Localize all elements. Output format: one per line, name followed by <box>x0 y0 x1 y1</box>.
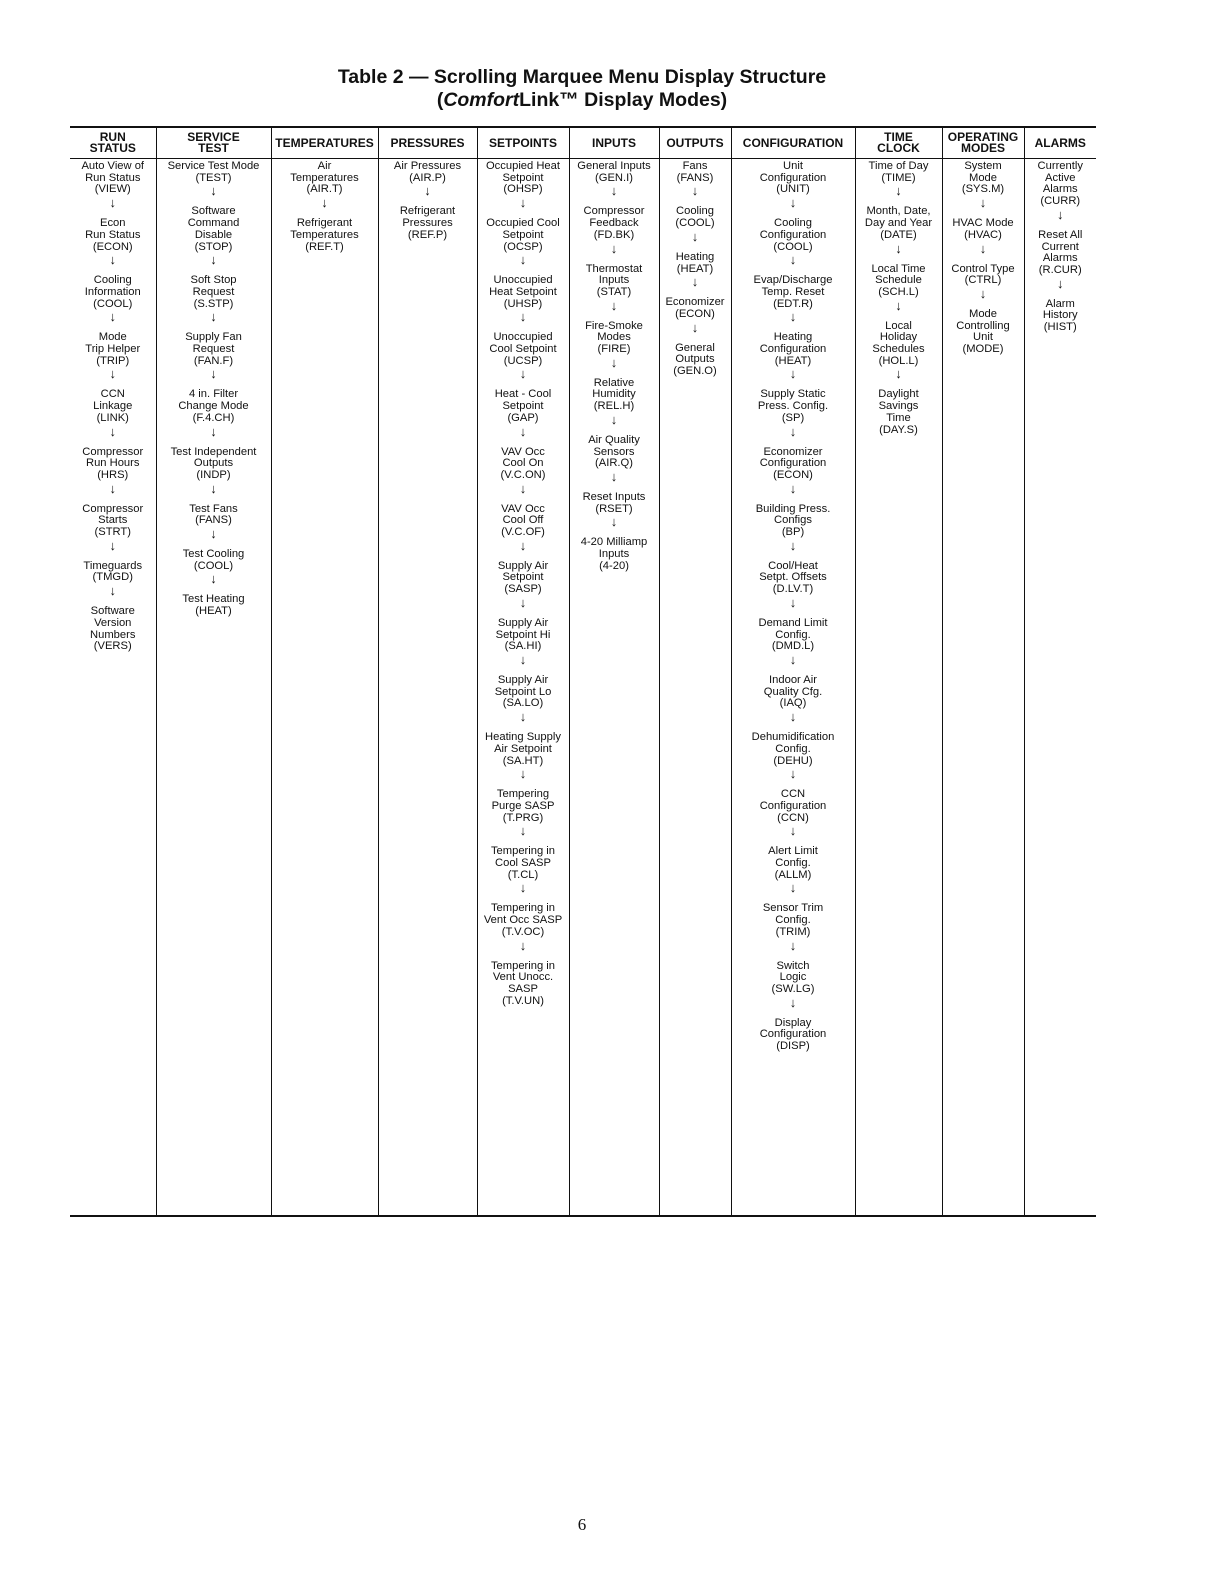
menu-item: Sensor Trim Config. (TRIM) <box>762 902 824 938</box>
down-arrow-icon: ↓ <box>979 195 987 211</box>
down-arrow-icon: ↓ <box>210 309 217 325</box>
down-arrow-icon: ↓ <box>789 366 797 382</box>
down-arrow-icon: ↓ <box>519 823 527 839</box>
menu-item: Cool/Heat Setpt. Offsets (D.LV.T) <box>759 559 827 596</box>
down-arrow-icon: ↓ <box>610 297 618 313</box>
column-header: TEMPERATURES <box>271 127 378 159</box>
column-cell <box>1024 159 1096 1217</box>
menu-item: Heat - Cool Setpoint (GAP) <box>494 388 552 424</box>
menu-item: System Mode (SYS.M) <box>961 160 1005 196</box>
down-arrow-icon: ↓ <box>109 480 116 496</box>
body-row <box>70 159 1096 1217</box>
down-arrow-icon: ↓ <box>109 537 116 553</box>
column-cell <box>156 159 271 1217</box>
menu-item: Heating Configuration (HEAT) <box>759 331 827 367</box>
down-arrow-icon: ↓ <box>210 366 217 382</box>
menu-item: VAV Occ Cool On (V.C.ON) <box>500 445 546 481</box>
menu-item: Auto View of Run Status (VIEW) <box>81 160 145 196</box>
menu-item: Daylight Savings Time (DAY.S) <box>878 388 919 436</box>
down-arrow-icon: ↓ <box>789 594 797 610</box>
down-arrow-icon: ↓ <box>789 937 797 953</box>
menu-item: Mode Trip Helper (TRIP) <box>85 331 141 367</box>
down-arrow-icon: ↓ <box>321 195 328 211</box>
down-arrow-icon: ↓ <box>610 183 618 199</box>
menu-item: HVAC Mode (HVAC) <box>952 217 1014 241</box>
menu-item: Local Holiday Schedules (HOL.L) <box>872 319 925 367</box>
menu-item: Fire-Smoke Modes (FIRE) <box>585 319 643 356</box>
menu-item: Thermostat Inputs (STAT) <box>585 262 643 298</box>
down-arrow-icon: ↓ <box>519 766 527 782</box>
menu-item: CCN Configuration (CCN) <box>759 788 827 824</box>
menu-item: Supply Air Setpoint Hi (SA.HI) <box>495 616 551 653</box>
down-arrow-icon: ↓ <box>691 319 699 335</box>
down-arrow-icon: ↓ <box>109 309 116 325</box>
down-arrow-icon: ↓ <box>109 195 116 211</box>
down-arrow-icon: ↓ <box>691 228 699 244</box>
down-arrow-icon: ↓ <box>519 252 527 268</box>
menu-item: Refrigerant Temperatures (REF.T) <box>290 217 359 253</box>
menu-item: Test Independent Outputs (INDP) <box>170 445 257 481</box>
down-arrow-icon: ↓ <box>610 240 618 256</box>
column-cell <box>569 159 659 1217</box>
menu-item: CCN Linkage (LINK) <box>93 388 133 424</box>
title-line-2: (ComfortLink™ Display Modes) <box>436 89 728 111</box>
column-header: TIME CLOCK <box>855 127 942 159</box>
menu-structure-table <box>70 126 1096 1217</box>
down-arrow-icon: ↓ <box>109 366 116 382</box>
menu-item: Indoor Air Quality Cfg. (IAQ) <box>763 673 823 710</box>
menu-item: Reset All Current Alarms (R.CUR) <box>1038 228 1083 276</box>
down-arrow-icon: ↓ <box>519 709 527 725</box>
down-arrow-icon: ↓ <box>610 354 618 370</box>
menu-item: Compressor Feedback (FD.BK) <box>583 205 645 241</box>
down-arrow-icon: ↓ <box>1057 275 1064 291</box>
menu-item: Display Configuration (DISP) <box>759 1016 827 1053</box>
down-arrow-icon: ↓ <box>895 240 902 256</box>
column-cell <box>271 159 378 1217</box>
down-arrow-icon: ↓ <box>519 309 527 325</box>
column-header: CONFIGURATION <box>731 127 855 159</box>
column-cell <box>659 159 731 1217</box>
menu-item: Alert Limit Config. (ALLM) <box>768 845 818 881</box>
menu-item: Econ Run Status (ECON) <box>85 217 141 253</box>
menu-item: Air Quality Sensors (AIR.Q) <box>588 433 640 470</box>
column-cell <box>70 159 156 1217</box>
menu-item: Unit Configuration (UNIT) <box>759 160 827 196</box>
down-arrow-icon: ↓ <box>691 274 699 290</box>
down-arrow-icon: ↓ <box>519 195 527 211</box>
down-arrow-icon: ↓ <box>519 937 527 953</box>
down-arrow-icon: ↓ <box>789 994 797 1010</box>
menu-item: Service Test Mode (TEST) <box>167 160 260 184</box>
menu-item: Unoccupied Cool Setpoint (UCSP) <box>489 331 557 367</box>
menu-item: Unoccupied Heat Setpoint (UHSP) <box>489 274 557 310</box>
menu-item: Air Pressures (AIR.P) <box>393 160 462 184</box>
down-arrow-icon: ↓ <box>109 583 116 599</box>
down-arrow-icon: ↓ <box>210 526 217 542</box>
menu-item: Alarm History (HIST) <box>1042 297 1078 334</box>
menu-item: Compressor Run Hours (HRS) <box>82 445 144 481</box>
down-arrow-icon: ↓ <box>789 252 797 268</box>
down-arrow-icon: ↓ <box>789 766 797 782</box>
menu-item: Economizer Configuration (ECON) <box>759 445 827 481</box>
menu-item: Dehumidification Config. (DEHU) <box>751 731 835 767</box>
menu-item: Supply Air Setpoint Lo (SA.LO) <box>494 673 552 710</box>
column-header: RUN STATUS <box>70 127 156 159</box>
menu-item: General Inputs (GEN.I) <box>577 160 651 184</box>
down-arrow-icon: ↓ <box>789 709 797 725</box>
down-arrow-icon: ↓ <box>519 594 527 610</box>
down-arrow-icon: ↓ <box>789 480 797 496</box>
menu-item: Mode Controlling Unit (MODE) <box>956 307 1010 356</box>
menu-item: Relative Humidity (REL.H) <box>592 376 636 413</box>
menu-item: Time of Day (TIME) <box>868 160 929 184</box>
menu-item: Timeguards (TMGD) <box>83 559 143 584</box>
menu-item: 4 in. Filter Change Mode (F.4.CH) <box>178 388 249 424</box>
menu-item: Compressor Starts (STRT) <box>82 502 144 539</box>
menu-item: 4-20 Milliamp Inputs (4-20) <box>580 536 648 572</box>
down-arrow-icon: ↓ <box>210 183 217 199</box>
column-header: ALARMS <box>1024 127 1096 159</box>
down-arrow-icon: ↓ <box>210 480 217 496</box>
column-cell <box>855 159 942 1217</box>
down-arrow-icon: ↓ <box>789 823 797 839</box>
menu-item: Demand Limit Config. (DMD.L) <box>758 616 828 653</box>
down-arrow-icon: ↓ <box>109 252 116 268</box>
menu-item: Supply Fan Request (FAN.F) <box>185 331 242 367</box>
table-title <box>0 66 1164 112</box>
column-header: SETPOINTS <box>477 127 569 159</box>
menu-item: Economizer (ECON) <box>665 296 725 320</box>
menu-item: Tempering in Vent Occ SASP (T.V.OC) <box>483 902 563 938</box>
menu-item: Tempering in Vent Unocc. SASP (T.V.UN) <box>490 959 556 1007</box>
menu-item: General Outputs (GEN.O) <box>673 341 717 378</box>
header-row <box>70 127 1096 159</box>
menu-item: Test Fans (FANS) <box>189 502 238 527</box>
down-arrow-icon: ↓ <box>519 366 527 382</box>
down-arrow-icon: ↓ <box>519 651 527 667</box>
down-arrow-icon: ↓ <box>519 480 527 496</box>
menu-item: Month, Date, Day and Year (DATE) <box>864 205 933 241</box>
down-arrow-icon: ↓ <box>610 514 618 530</box>
down-arrow-icon: ↓ <box>895 366 902 382</box>
menu-item: Local Time Schedule (SCH.L) <box>871 262 926 298</box>
menu-item: Tempering in Cool SASP (T.CL) <box>490 845 556 881</box>
column-cell <box>942 159 1024 1217</box>
menu-item: Heating Supply Air Setpoint (SA.HT) <box>485 731 561 767</box>
down-arrow-icon: ↓ <box>610 411 618 427</box>
down-arrow-icon: ↓ <box>610 468 618 484</box>
down-arrow-icon: ↓ <box>210 252 217 268</box>
down-arrow-icon: ↓ <box>210 571 217 587</box>
menu-item: Control Type (CTRL) <box>951 262 1015 287</box>
down-arrow-icon: ↓ <box>1057 206 1064 222</box>
down-arrow-icon: ↓ <box>895 183 902 199</box>
title-line-1: Table 2 — Scrolling Marquee Menu Display Structure <box>337 66 827 88</box>
column-header: INPUTS <box>569 127 659 159</box>
menu-item: Occupied Cool Setpoint (OCSP) <box>486 217 560 253</box>
column-header: OUTPUTS <box>659 127 731 159</box>
down-arrow-icon: ↓ <box>895 297 902 313</box>
down-arrow-icon: ↓ <box>979 240 987 256</box>
column-cell <box>731 159 855 1217</box>
down-arrow-icon: ↓ <box>789 880 797 896</box>
menu-item: Test Cooling (COOL) <box>182 548 245 572</box>
menu-item: Building Press. Configs (BP) <box>755 502 831 539</box>
down-arrow-icon: ↓ <box>789 309 797 325</box>
down-arrow-icon: ↓ <box>210 423 217 439</box>
column-cell <box>378 159 477 1217</box>
menu-item: Fans (FANS) <box>676 160 714 184</box>
down-arrow-icon: ↓ <box>109 423 116 439</box>
menu-item: Cooling (COOL) <box>675 205 715 230</box>
menu-item: Currently Active Alarms (CURR) <box>1037 160 1083 208</box>
menu-item: Tempering Purge SASP (T.PRG) <box>491 788 555 824</box>
menu-item: Soft Stop Request (S.STP) <box>190 274 237 310</box>
down-arrow-icon: ↓ <box>519 880 527 896</box>
down-arrow-icon: ↓ <box>424 183 431 199</box>
menu-item: Heating (HEAT) <box>675 250 715 275</box>
down-arrow-icon: ↓ <box>519 537 527 553</box>
menu-item: Air Temperatures (AIR.T) <box>290 160 359 196</box>
page-number: 6 <box>577 1515 587 1534</box>
down-arrow-icon: ↓ <box>979 285 987 301</box>
menu-item: Cooling Configuration (COOL) <box>759 217 827 253</box>
column-cell <box>477 159 569 1217</box>
menu-item: Switch Logic (SW.LG) <box>771 959 815 995</box>
menu-item: Refrigerant Pressures (REF.P) <box>399 205 456 241</box>
menu-item: Test Heating (HEAT) <box>182 593 245 618</box>
menu-item: Supply Air Setpoint (SASP) <box>497 559 549 596</box>
column-header: OPERATING MODES <box>942 127 1024 159</box>
down-arrow-icon: ↓ <box>519 423 527 439</box>
down-arrow-icon: ↓ <box>789 423 797 439</box>
down-arrow-icon: ↓ <box>691 183 699 199</box>
down-arrow-icon: ↓ <box>789 195 797 211</box>
menu-item: Software Command Disable (STOP) <box>187 205 240 253</box>
menu-item: Supply Static Press. Config. (SP) <box>757 388 829 424</box>
menu-item: VAV Occ Cool Off (V.C.OF) <box>501 502 545 539</box>
column-header: PRESSURES <box>378 127 477 159</box>
menu-item: Evap/Discharge Temp. Reset (EDT.R) <box>753 274 833 310</box>
menu-item: Cooling Information (COOL) <box>84 274 141 310</box>
down-arrow-icon: ↓ <box>789 537 797 553</box>
menu-item: Software Version Numbers (VERS) <box>90 605 136 653</box>
menu-item: Occupied Heat Setpoint (OHSP) <box>485 160 560 196</box>
down-arrow-icon: ↓ <box>789 651 797 667</box>
menu-item: Reset Inputs (RSET) <box>582 490 646 515</box>
column-header: SERVICE TEST <box>156 127 271 159</box>
